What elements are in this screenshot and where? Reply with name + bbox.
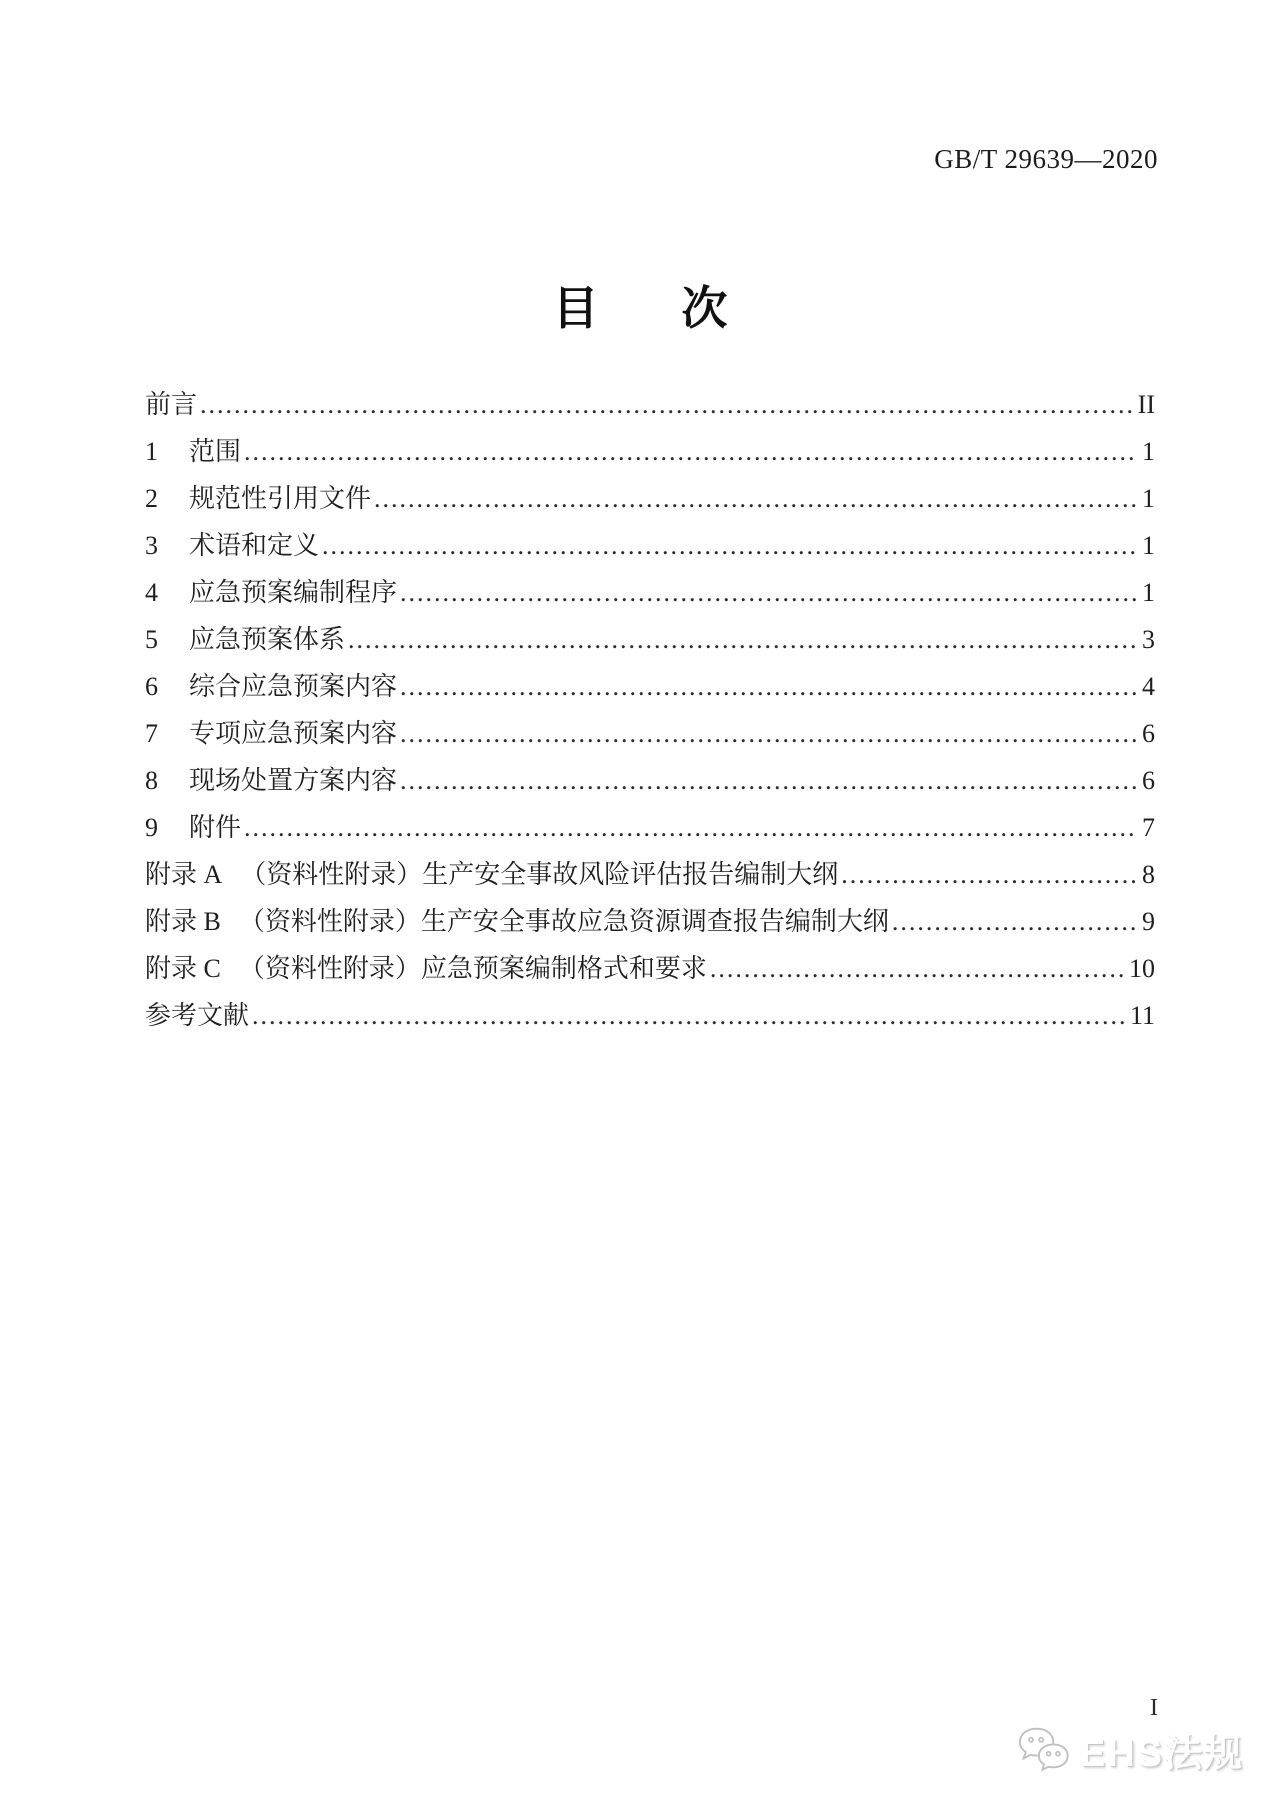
dot-leader	[322, 522, 1137, 569]
toc-entry-prefix: 附录 A	[145, 860, 223, 889]
toc-entry	[145, 710, 1155, 757]
toc-entry-page: 11	[1129, 1001, 1155, 1030]
toc-entry	[145, 992, 1155, 1039]
toc-entry-page: 1	[1142, 578, 1155, 607]
toc-entry-label: 附件	[189, 813, 242, 842]
toc-entry-label: 应急预案编制程序	[189, 578, 398, 607]
toc-entry-prefix: 附录 C	[145, 954, 221, 983]
dot-leader	[400, 710, 1137, 757]
dot-leader	[252, 992, 1125, 1039]
toc-entry-page: 6	[1142, 719, 1155, 748]
toc-entry	[145, 851, 1155, 898]
toc-entry-label: 专项应急预案内容	[189, 719, 398, 748]
toc-entry-label: 前言	[145, 390, 198, 419]
toc-entry-prefix: 2	[145, 484, 158, 513]
toc-entry-prefix: 8	[145, 766, 158, 795]
toc-entry-prefix: 附录 B	[145, 907, 221, 936]
toc-entry-prefix: 9	[145, 813, 158, 842]
table-of-contents	[145, 381, 1155, 1039]
toc-entry-prefix: 1	[145, 437, 158, 466]
toc-entry-label: （资料性附录）应急预案编制格式和要求	[238, 954, 707, 983]
toc-entry-page: 3	[1142, 625, 1155, 654]
toc-entry-page: II	[1137, 390, 1155, 419]
toc-entry-label: 范围	[189, 437, 242, 466]
toc-entry-label: 参考文献	[145, 1001, 250, 1030]
dot-leader	[244, 428, 1137, 475]
toc-entry-prefix: 5	[145, 625, 158, 654]
dot-leader	[892, 898, 1137, 945]
toc-entry	[145, 428, 1155, 475]
toc-entry	[145, 475, 1155, 522]
toc-entry-prefix: 3	[145, 531, 158, 560]
toc-entry	[145, 569, 1155, 616]
dot-leader	[400, 663, 1137, 710]
toc-entry-label: 应急预案体系	[189, 625, 346, 654]
dot-leader	[841, 851, 1137, 898]
toc-entry-page: 4	[1142, 672, 1155, 701]
toc-entry-label: 术语和定义	[189, 531, 320, 560]
toc-entry	[145, 804, 1155, 851]
standard-number: GB/T 29639—2020	[934, 144, 1158, 174]
wechat-icon	[1016, 1724, 1072, 1776]
toc-entry-page: 6	[1142, 766, 1155, 795]
dot-leader	[348, 616, 1137, 663]
toc-entry-page: 10	[1129, 954, 1155, 983]
toc-entry-page: 1	[1142, 484, 1155, 513]
watermark-text: EHS法规	[1079, 1733, 1244, 1775]
toc-entry	[145, 522, 1155, 569]
toc-entry-page: 9	[1142, 907, 1155, 936]
dot-leader	[244, 804, 1137, 851]
toc-entry-label: 规范性引用文件	[189, 484, 372, 513]
toc-entry	[145, 616, 1155, 663]
toc-entry	[145, 757, 1155, 804]
toc-entry	[145, 663, 1155, 710]
toc-entry-prefix: 4	[145, 578, 158, 607]
watermark	[1016, 1722, 1244, 1777]
page-title: 目次	[552, 282, 811, 334]
toc-entry-label: 现场处置方案内容	[189, 766, 398, 795]
toc-entry-prefix: 6	[145, 672, 158, 701]
toc-entry	[145, 945, 1155, 992]
dot-leader	[374, 475, 1137, 522]
page-number: I	[1150, 1695, 1158, 1721]
dot-leader	[200, 381, 1133, 428]
toc-entry-page: 1	[1142, 531, 1155, 560]
dot-leader	[400, 757, 1137, 804]
toc-entry-prefix: 7	[145, 719, 158, 748]
toc-entry	[145, 898, 1155, 945]
toc-entry-page: 8	[1142, 860, 1155, 889]
toc-entry	[145, 381, 1155, 428]
toc-entry-label: 综合应急预案内容	[189, 672, 398, 701]
toc-entry-label: （资料性附录）生产安全事故应急资源调查报告编制大纲	[238, 907, 889, 936]
dot-leader	[710, 945, 1124, 992]
toc-entry-label: （资料性附录）生产安全事故风险评估报告编制大纲	[240, 860, 839, 889]
toc-entry-page: 1	[1142, 437, 1155, 466]
toc-entry-page: 7	[1142, 813, 1155, 842]
dot-leader	[400, 569, 1137, 616]
